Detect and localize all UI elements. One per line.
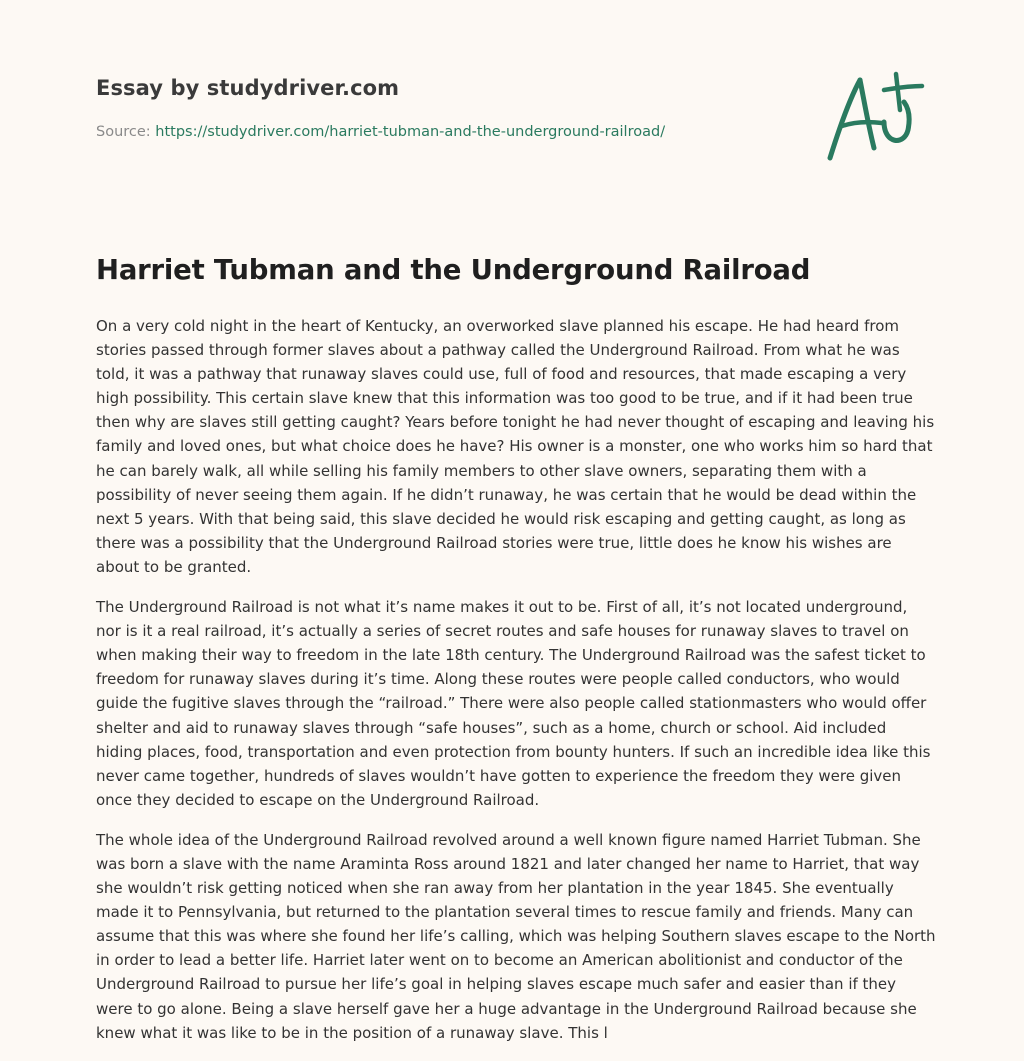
essay-paragraph: The Underground Railroad is not what it’s name makes it out to be. First of all, it’s not located underground, nor is it a real railroad, it’s actually a series of secret routes and safe houses for runaway slaves to travel on when making their way to freedom in the late 18th century. The Underground Railroad was the safest ticket to freedom for runaway slaves during it’s time. Along these routes were people called conductors, who would guide the fugitive slaves through the “railroad.” There were also people called stationmasters who would offer shelter and aid to runaway slaves through “safe houses”, such as a home, church or school. Aid included hiding places, food, transportation and even protection from bounty hunters. If such an incredible idea like this never came together, hundreds of slaves wouldn’t have gotten to experience the freedom they were given once they decided to escape on the Underground Railroad.: [96, 598, 931, 809]
source-line: [96, 124, 665, 140]
source-label: Source:: [96, 124, 151, 140]
essay-paragraph: The whole idea of the Underground Railroad revolved around a well known figure named Harriet Tubman. She was born a slave with the name Araminta Ross around 1821 and later changed her name to Harriet, that way she wouldn’t risk getting noticed when she ran away from her plantation in the year 1845. She eventually made it to Pennsylvania, but returned to the plantation several times to rescue family and friends. Many can assume that this was where she found her life’s calling, which was helping Southern slaves escape to the North in order to lead a better life. Harriet later went on to become an American abolitionist and conductor of the Underground Railroad to pursue her life’s goal in helping slaves escape much safer and easier than if they were to go alone. Being a slave herself gave her a huge advantage in the Underground Railroad because she knew what it was like to be in the position of a runaway slave. This l: [96, 830, 936, 1042]
essay-body: [96, 314, 936, 1061]
source-link[interactable]: https://studydriver.com/harriet-tubman-and-the-underground-railroad/: [155, 124, 666, 140]
essay-title: Harriet Tubman and the Underground Railroad: [96, 254, 811, 286]
a-plus-grade-icon: [820, 66, 930, 166]
site-brand: Essay by studydriver.com: [96, 76, 400, 100]
essay-paragraph: On a very cold night in the heart of Kentucky, an overworked slave planned his escape. He had heard from stories passed through former slaves about a pathway called the Underground Railroad. From what he was told, it was a pathway that runaway slaves could use, full of food and resources, that made escaping a very high possibility. This certain slave knew that this information was too good to be true, and if it had been true then why are slaves still getting caught? Years before tonight he had never thought of escaping and leaving his family and loved ones, but what choice does he have? His owner is a monster, one who works him so hard that he can barely walk, all while selling his family members to other slave owners, separating them with a possibility of never seeing them again. If he didn’t runaway, he was certain that he would be dead within the next 5 years. With that being said, this slave decided he would risk escaping and getting caught, as long as there was a possibility that the Underground Railroad stories were true, little does he know his wishes are about to be granted.: [96, 317, 935, 576]
